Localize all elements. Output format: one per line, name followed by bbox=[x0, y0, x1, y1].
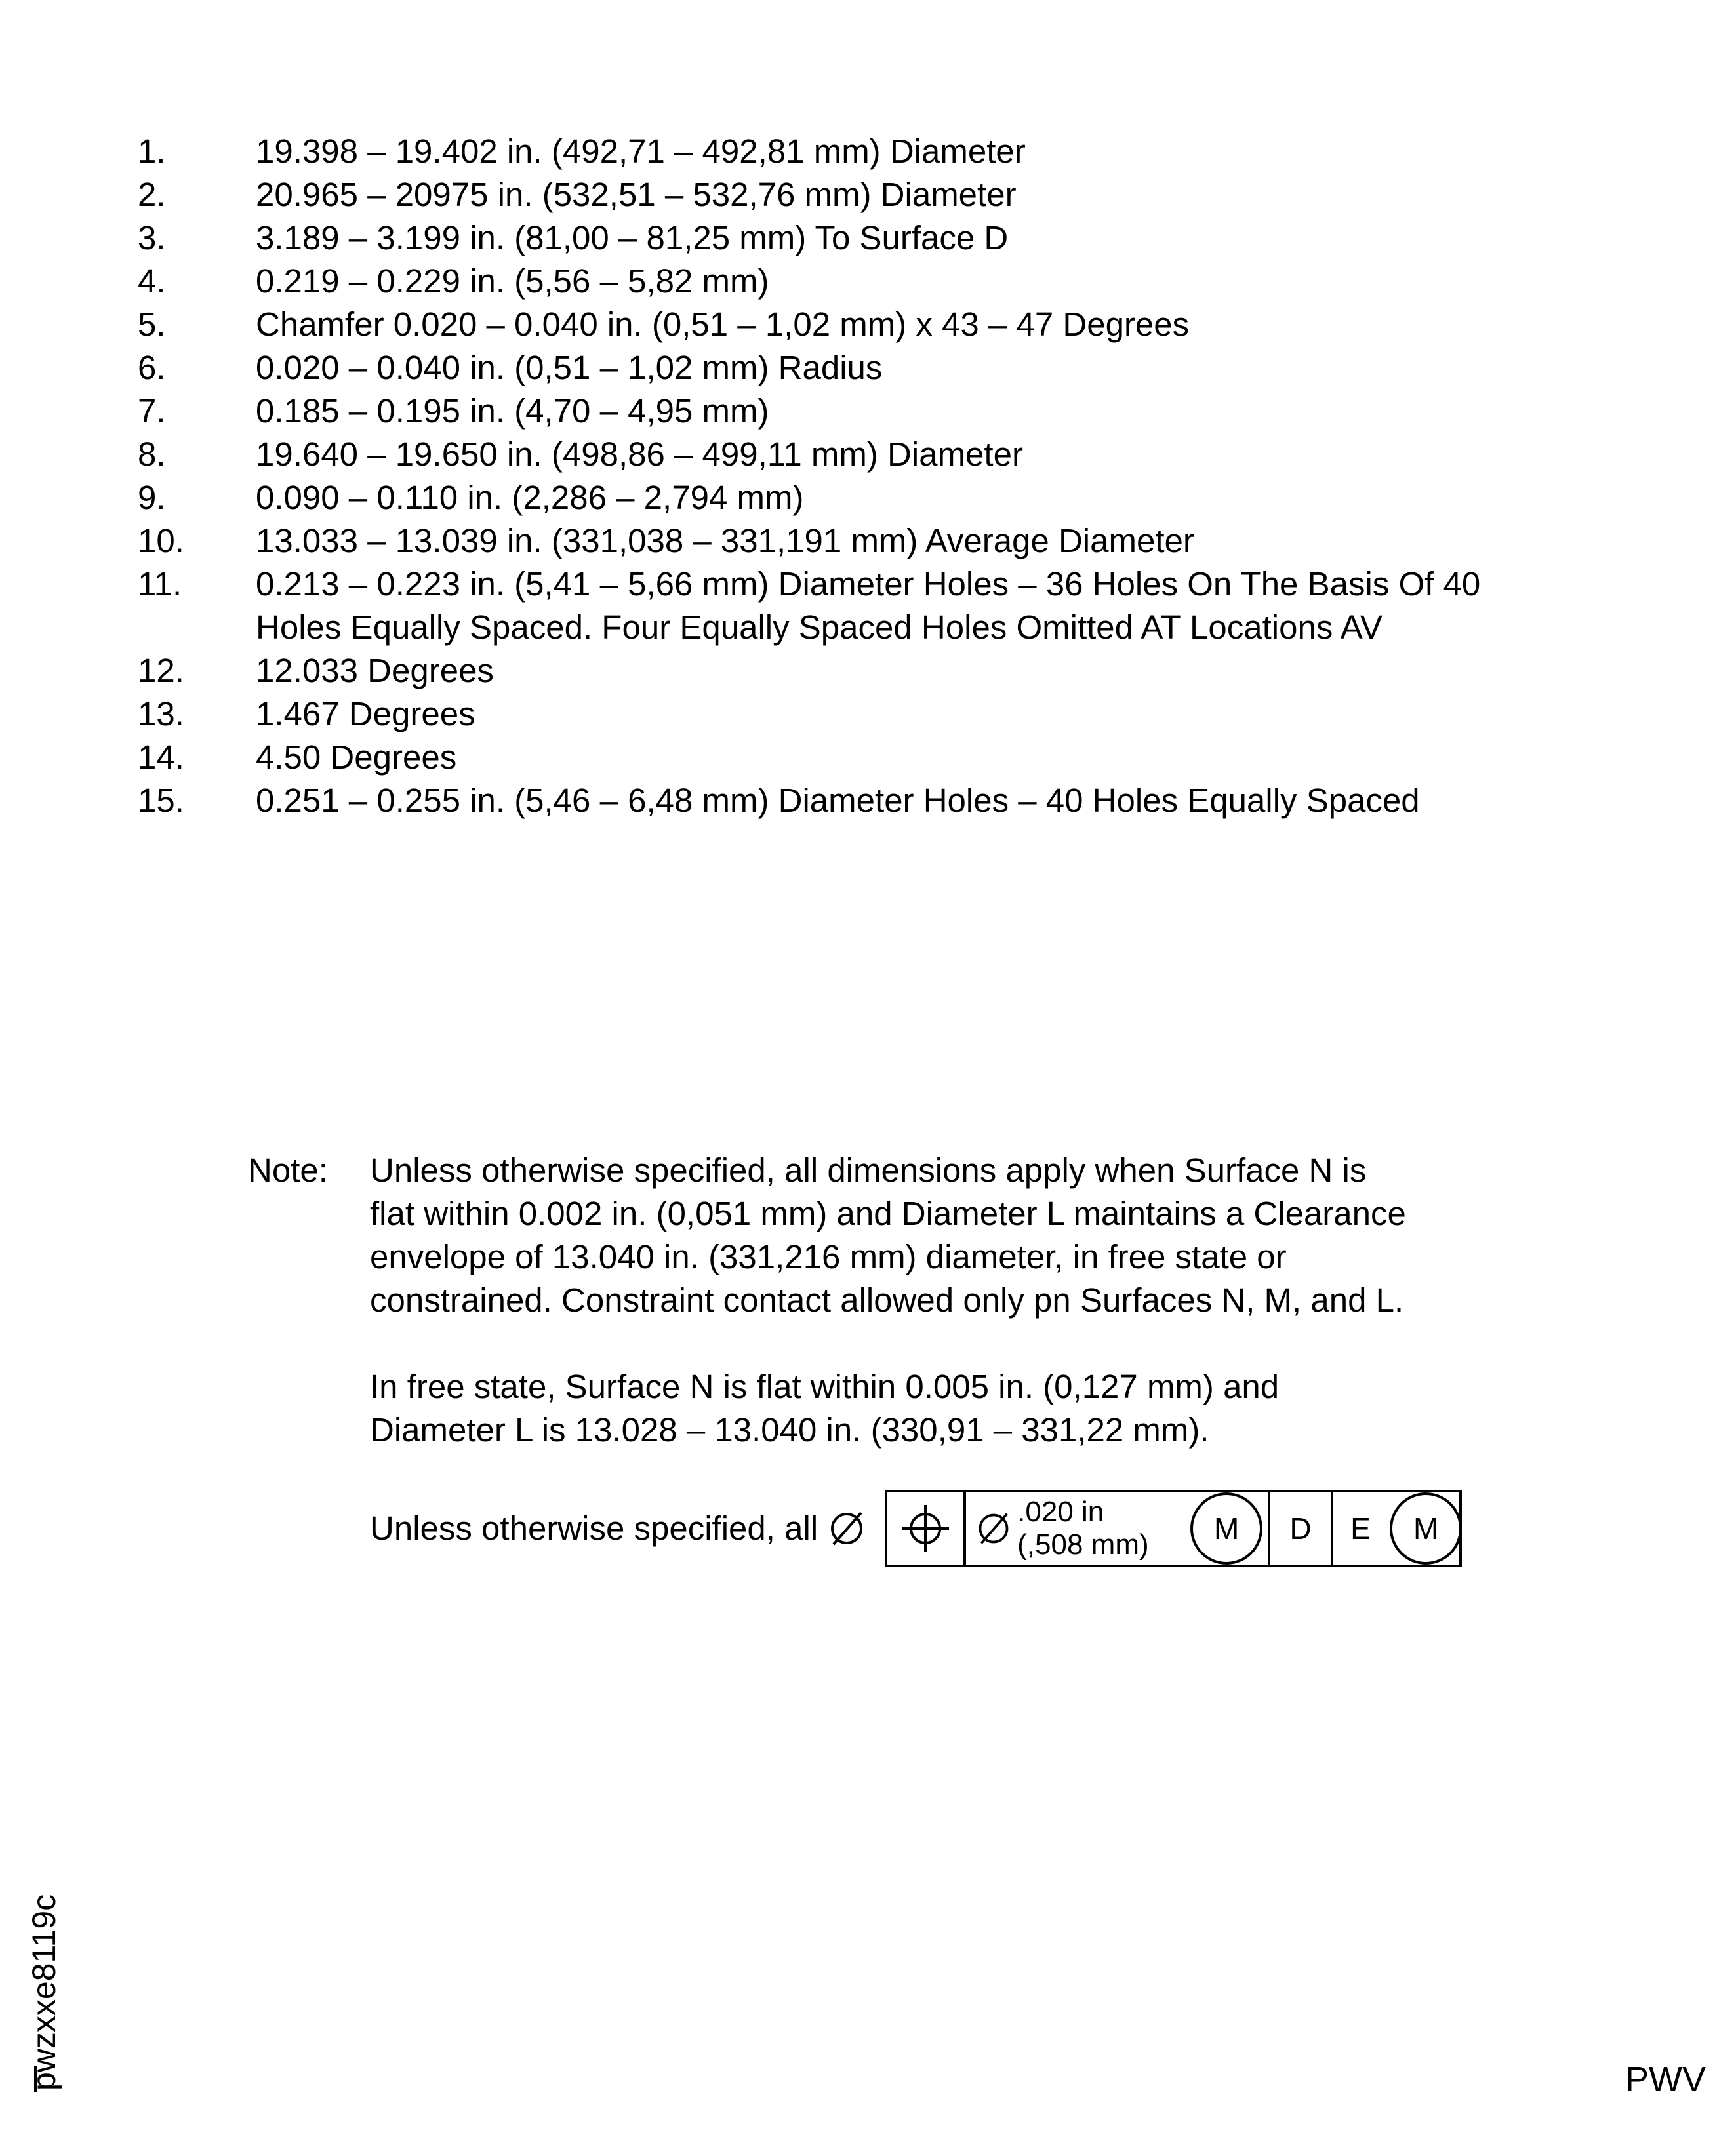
legend-item-number: 15. bbox=[138, 782, 184, 819]
note-row bbox=[248, 1149, 1494, 1567]
fcf-tolerance-modifier: M bbox=[1190, 1492, 1262, 1565]
fcf-position-cell bbox=[887, 1492, 966, 1565]
fcf-datum-modifier: M bbox=[1390, 1492, 1462, 1565]
legend-item-text: 1.467 Degrees bbox=[256, 695, 475, 732]
legend-item bbox=[138, 130, 1515, 173]
legend-item-text: 0.251 – 0.255 in. (5,46 – 6,48 mm) Diameter Holes – 40 Holes Equally Spaced bbox=[256, 782, 1420, 819]
feature-control-frame bbox=[885, 1490, 1462, 1567]
legend-item-number: 2. bbox=[138, 176, 166, 213]
legend-item-text: 0.219 – 0.229 in. (5,56 – 5,82 mm) bbox=[256, 262, 769, 300]
fcf-lead-text: Unless otherwise specified, all bbox=[370, 1510, 818, 1547]
fcf-datum-e-cell bbox=[1333, 1492, 1459, 1565]
fcf-tolerance-cell bbox=[966, 1492, 1270, 1565]
legend-item-text: 19.398 – 19.402 in. (492,71 – 492,81 mm) Diameter bbox=[256, 132, 1026, 170]
diameter-icon bbox=[827, 1509, 866, 1548]
legend-item-number: 6. bbox=[138, 349, 166, 386]
fcf-tolerance-in: .020 in bbox=[1017, 1496, 1104, 1528]
fcf-datum-e: E bbox=[1350, 1512, 1371, 1546]
fcf-tolerance-mm: (,508 mm) bbox=[1017, 1529, 1149, 1561]
legend-item-text: 13.033 – 13.039 in. (331,038 – 331,191 mm) Average Diameter bbox=[256, 522, 1194, 559]
legend-item bbox=[138, 216, 1515, 260]
position-icon bbox=[899, 1502, 952, 1555]
legend-item bbox=[138, 346, 1515, 390]
legend-item bbox=[138, 563, 1515, 649]
legend-item-text: 0.213 – 0.223 in. (5,41 – 5,66 mm) Diameter Holes – 36 Holes On The Basis Of 40 Holes Equally Spaced. Four Equally Spaced Holes Omitted AT Locations AV bbox=[256, 565, 1481, 646]
legend-item-number: 1. bbox=[138, 132, 166, 170]
legend-item-text: Chamfer 0.020 – 0.040 in. (0,51 – 1,02 mm) x 43 – 47 Degrees bbox=[256, 306, 1190, 343]
legend-item-text: 3.189 – 3.199 in. (81,00 – 81,25 mm) To Surface D bbox=[256, 219, 1009, 256]
legend-item-number: 12. bbox=[138, 652, 184, 689]
legend-item bbox=[138, 779, 1515, 822]
legend-item-number: 7. bbox=[138, 392, 166, 430]
legend-item-number: 8. bbox=[138, 435, 166, 473]
note-paragraph-2: In free state, Surface N is flat within 0.005 in. (0,127 mm) and Diameter L is 13.028 – 13.040 in. (330,91 – 331,22 mm). bbox=[370, 1368, 1280, 1449]
note-label: Note: bbox=[248, 1152, 328, 1189]
diameter-icon bbox=[975, 1510, 1012, 1547]
legend-item-text: 12.033 Degrees bbox=[256, 652, 494, 689]
legend-item bbox=[138, 173, 1515, 216]
note-body bbox=[370, 1149, 1494, 1567]
fcf-line bbox=[370, 1490, 1494, 1567]
legend-item bbox=[138, 519, 1515, 563]
legend-item bbox=[138, 260, 1515, 303]
legend-item-number: 3. bbox=[138, 219, 166, 256]
note-block bbox=[248, 1149, 1494, 1567]
fcf-tolerance-value bbox=[1017, 1496, 1148, 1561]
legend-item-number: 4. bbox=[138, 262, 166, 300]
legend-item bbox=[138, 303, 1515, 346]
dimension-legend bbox=[138, 130, 1515, 822]
legend-item-number: 14. bbox=[138, 738, 184, 776]
legend-item bbox=[138, 433, 1515, 476]
legend-item-text: 19.640 – 19.650 in. (498,86 – 499,11 mm) Diameter bbox=[256, 435, 1023, 473]
legend-item-text: 0.185 – 0.195 in. (4,70 – 4,95 mm) bbox=[256, 392, 769, 430]
legend-item bbox=[138, 736, 1515, 779]
legend-item-number: 11. bbox=[138, 565, 182, 603]
legend-item-text: 4.50 Degrees bbox=[256, 738, 457, 776]
legend-item-number: 13. bbox=[138, 695, 184, 732]
legend-item bbox=[138, 692, 1515, 736]
legend-item-text: 0.020 – 0.040 in. (0,51 – 1,02 mm) Radius bbox=[256, 349, 883, 386]
legend-item-number: 10. bbox=[138, 522, 184, 559]
note-paragraph-1: Unless otherwise specified, all dimensions apply when Surface N is flat within 0.002 in. (0,051 mm) and Diameter L maintains a Clearance envelope of 13.040 in. (331,216 mm) diameter, in free state or constrained. Constraint contact allowed only pn Surfaces N, M, and L. bbox=[370, 1152, 1406, 1319]
legend-item bbox=[138, 649, 1515, 692]
corner-label: PWV bbox=[1625, 2060, 1706, 2099]
figure-id: pwzxxe8119c bbox=[26, 1894, 62, 2091]
legend-item-number: 5. bbox=[138, 306, 166, 343]
legend-item bbox=[138, 390, 1515, 433]
legend-item-text: 0.090 – 0.110 in. (2,286 – 2,794 mm) bbox=[256, 479, 804, 516]
legend-item-text: 20.965 – 20975 in. (532,51 – 532,76 mm) Diameter bbox=[256, 176, 1017, 213]
legend-item-number: 9. bbox=[138, 479, 166, 516]
legend-item bbox=[138, 476, 1515, 519]
fcf-datum-d: D bbox=[1270, 1492, 1333, 1565]
